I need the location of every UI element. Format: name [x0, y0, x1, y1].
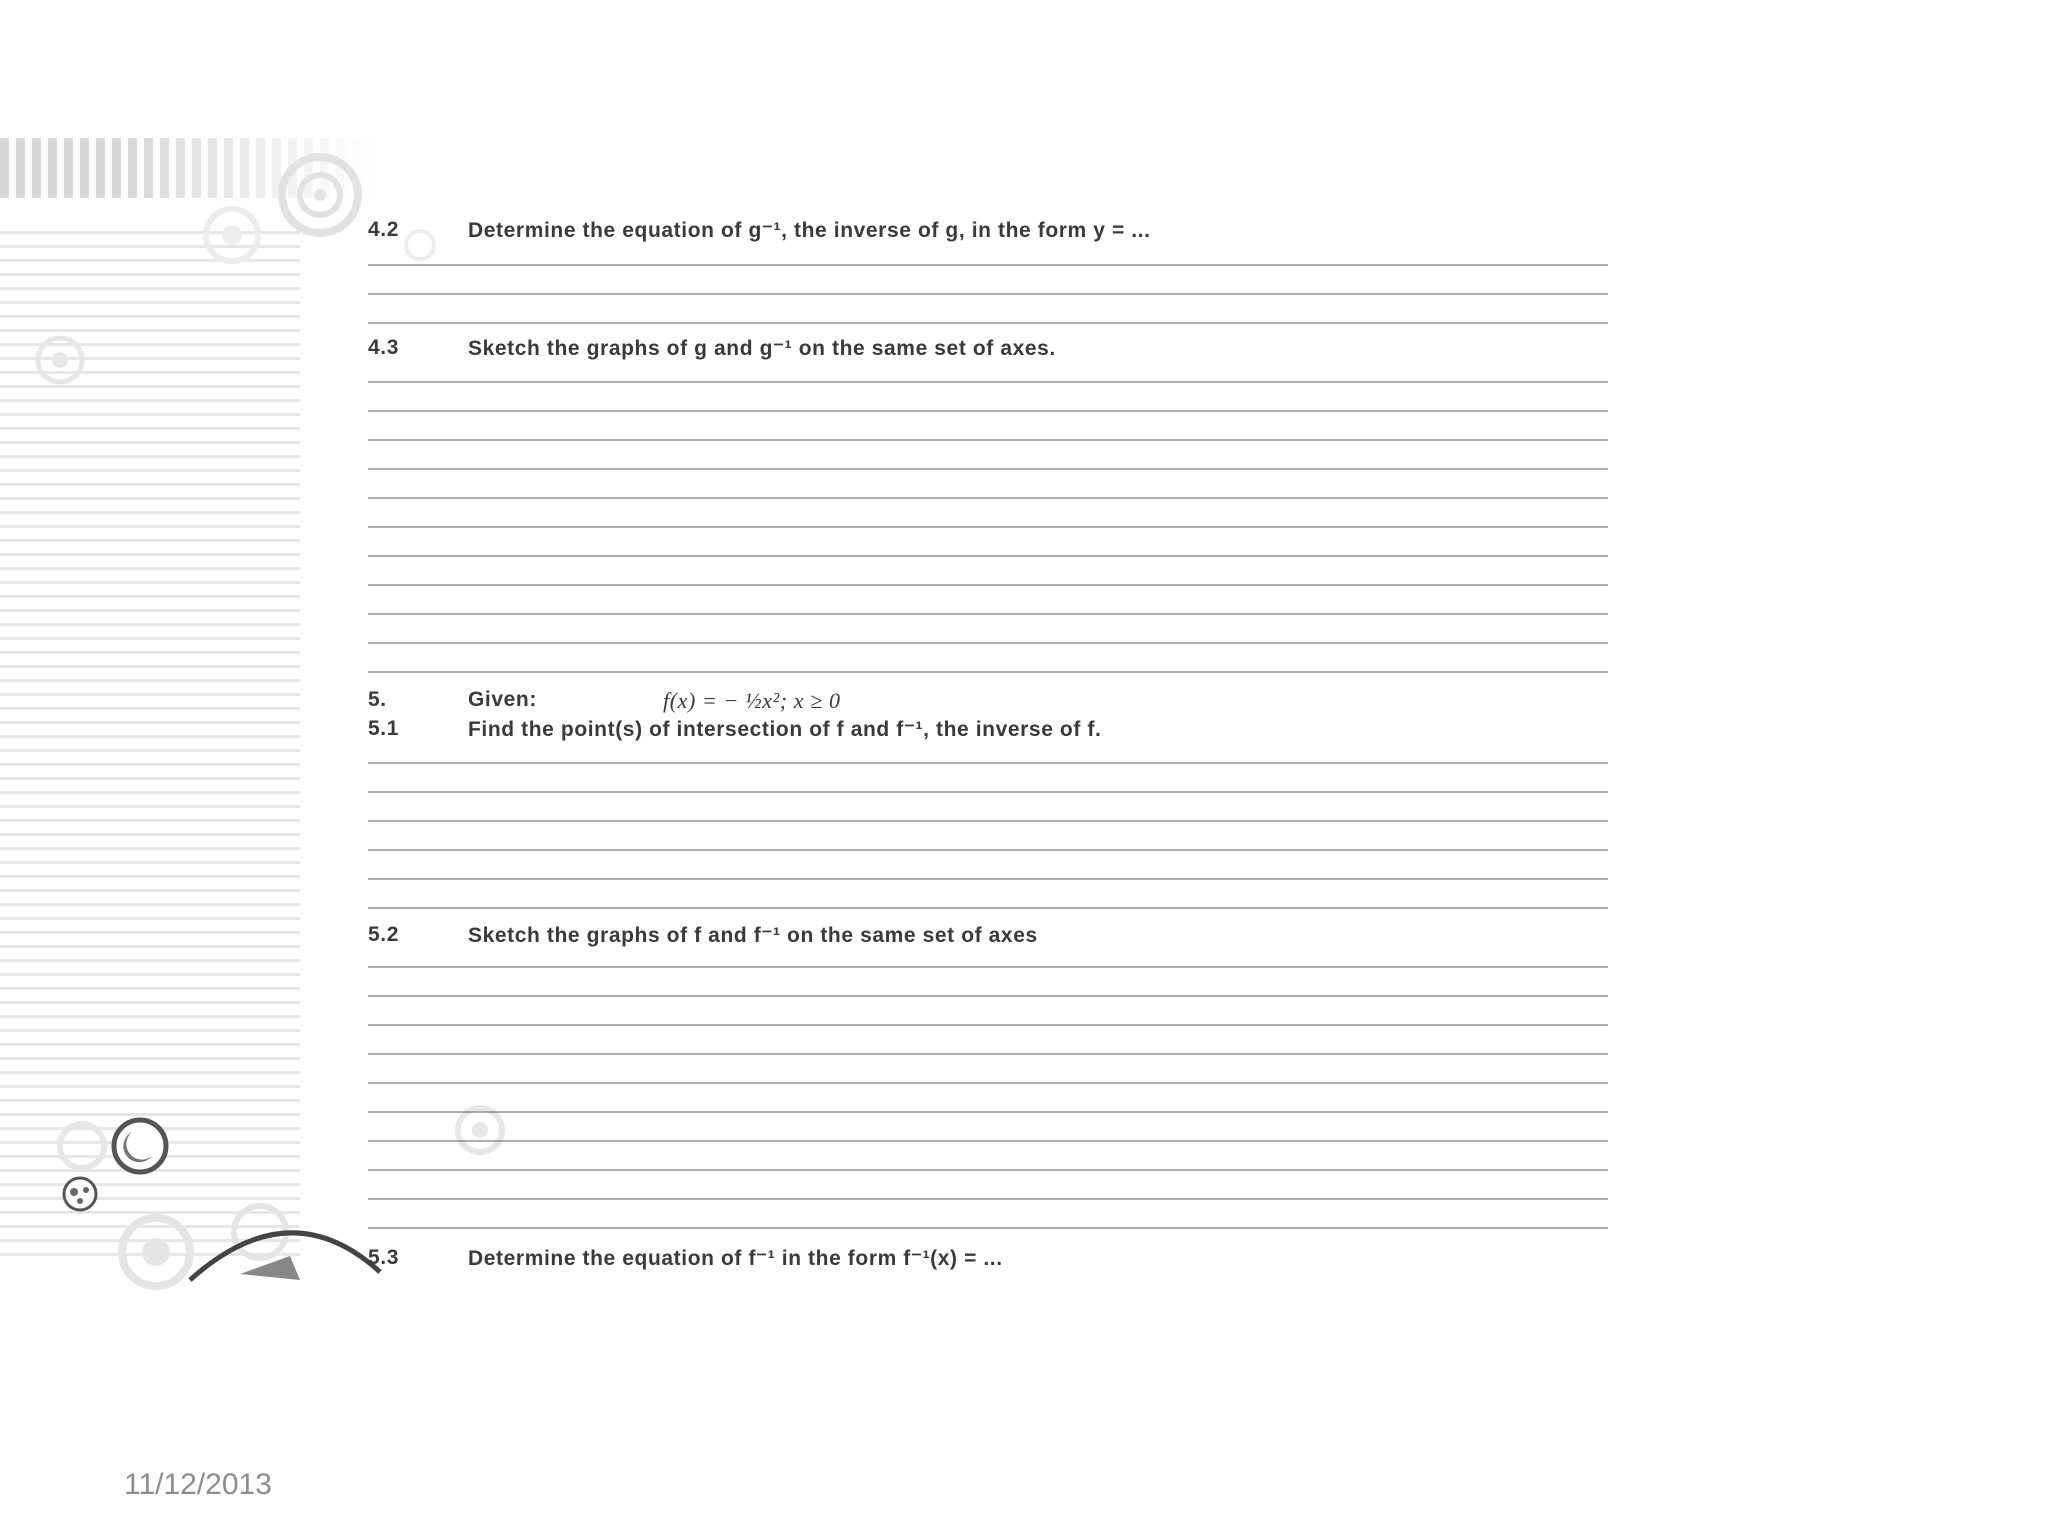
answer-line: [368, 1024, 1608, 1026]
question-number: 4.2: [368, 218, 399, 241]
answer-line: [368, 613, 1608, 615]
question-number: 4.3: [368, 336, 399, 359]
question-number: 5.1: [368, 717, 399, 740]
answer-line: [368, 966, 1608, 968]
answer-line: [368, 907, 1608, 909]
answer-line: [368, 878, 1608, 880]
decorative-arc-icon: [90, 1200, 410, 1290]
question-text: Determine the equation of f⁻¹ in the form f⁻¹(x) = ...: [468, 1247, 1003, 1270]
question-number: 5.: [368, 688, 387, 711]
question-5-2: [368, 919, 1608, 953]
question-text: Sketch the graphs of g and g⁻¹ on the same set of axes.: [468, 337, 1056, 360]
answer-line: [368, 584, 1608, 586]
given-function: f(x) = − ½x²; x ≥ 0: [663, 688, 841, 713]
answer-line: [368, 381, 1608, 383]
slide-date: 11/12/2013: [124, 1468, 272, 1501]
answer-line: [368, 1227, 1608, 1229]
answer-line: [368, 762, 1608, 764]
answer-line: [368, 671, 1608, 673]
question-number: 5.2: [368, 923, 399, 946]
answer-line: [368, 791, 1608, 793]
answer-line: [368, 264, 1608, 266]
answer-line: [368, 439, 1608, 441]
question-text: Find the point(s) of intersection of f and f⁻¹, the inverse of f.: [468, 718, 1102, 741]
question-text: Determine the equation of g⁻¹, the inverse of g, in the form y = ...: [468, 219, 1151, 242]
answer-line: [368, 849, 1608, 851]
question-5-3: [368, 1242, 1608, 1276]
decorative-circle-icon: [20, 330, 100, 390]
answer-line: [368, 555, 1608, 557]
answer-line: [368, 1169, 1608, 1171]
answer-line: [368, 820, 1608, 822]
given-label: Given:: [468, 688, 537, 711]
question-5-1: [368, 713, 1608, 747]
question-text: Sketch the graphs of f and f⁻¹ on the same set of axes: [468, 924, 1038, 947]
answer-line: [368, 526, 1608, 528]
answer-line: [368, 995, 1608, 997]
question-number: 5.3: [368, 1246, 399, 1269]
answer-line: [368, 322, 1608, 324]
answer-line: [368, 1198, 1608, 1200]
question-4-3: [368, 332, 1608, 366]
answer-line: [368, 1053, 1608, 1055]
question-4-2: [368, 214, 1608, 248]
answer-line: [368, 1140, 1608, 1142]
answer-line: [368, 410, 1608, 412]
answer-line: [368, 497, 1608, 499]
decorative-circle-icon: [440, 1100, 520, 1160]
answer-line: [368, 468, 1608, 470]
answer-line: [368, 1082, 1608, 1084]
answer-line: [368, 1111, 1608, 1113]
answer-line: [368, 642, 1608, 644]
answer-line: [368, 293, 1608, 295]
